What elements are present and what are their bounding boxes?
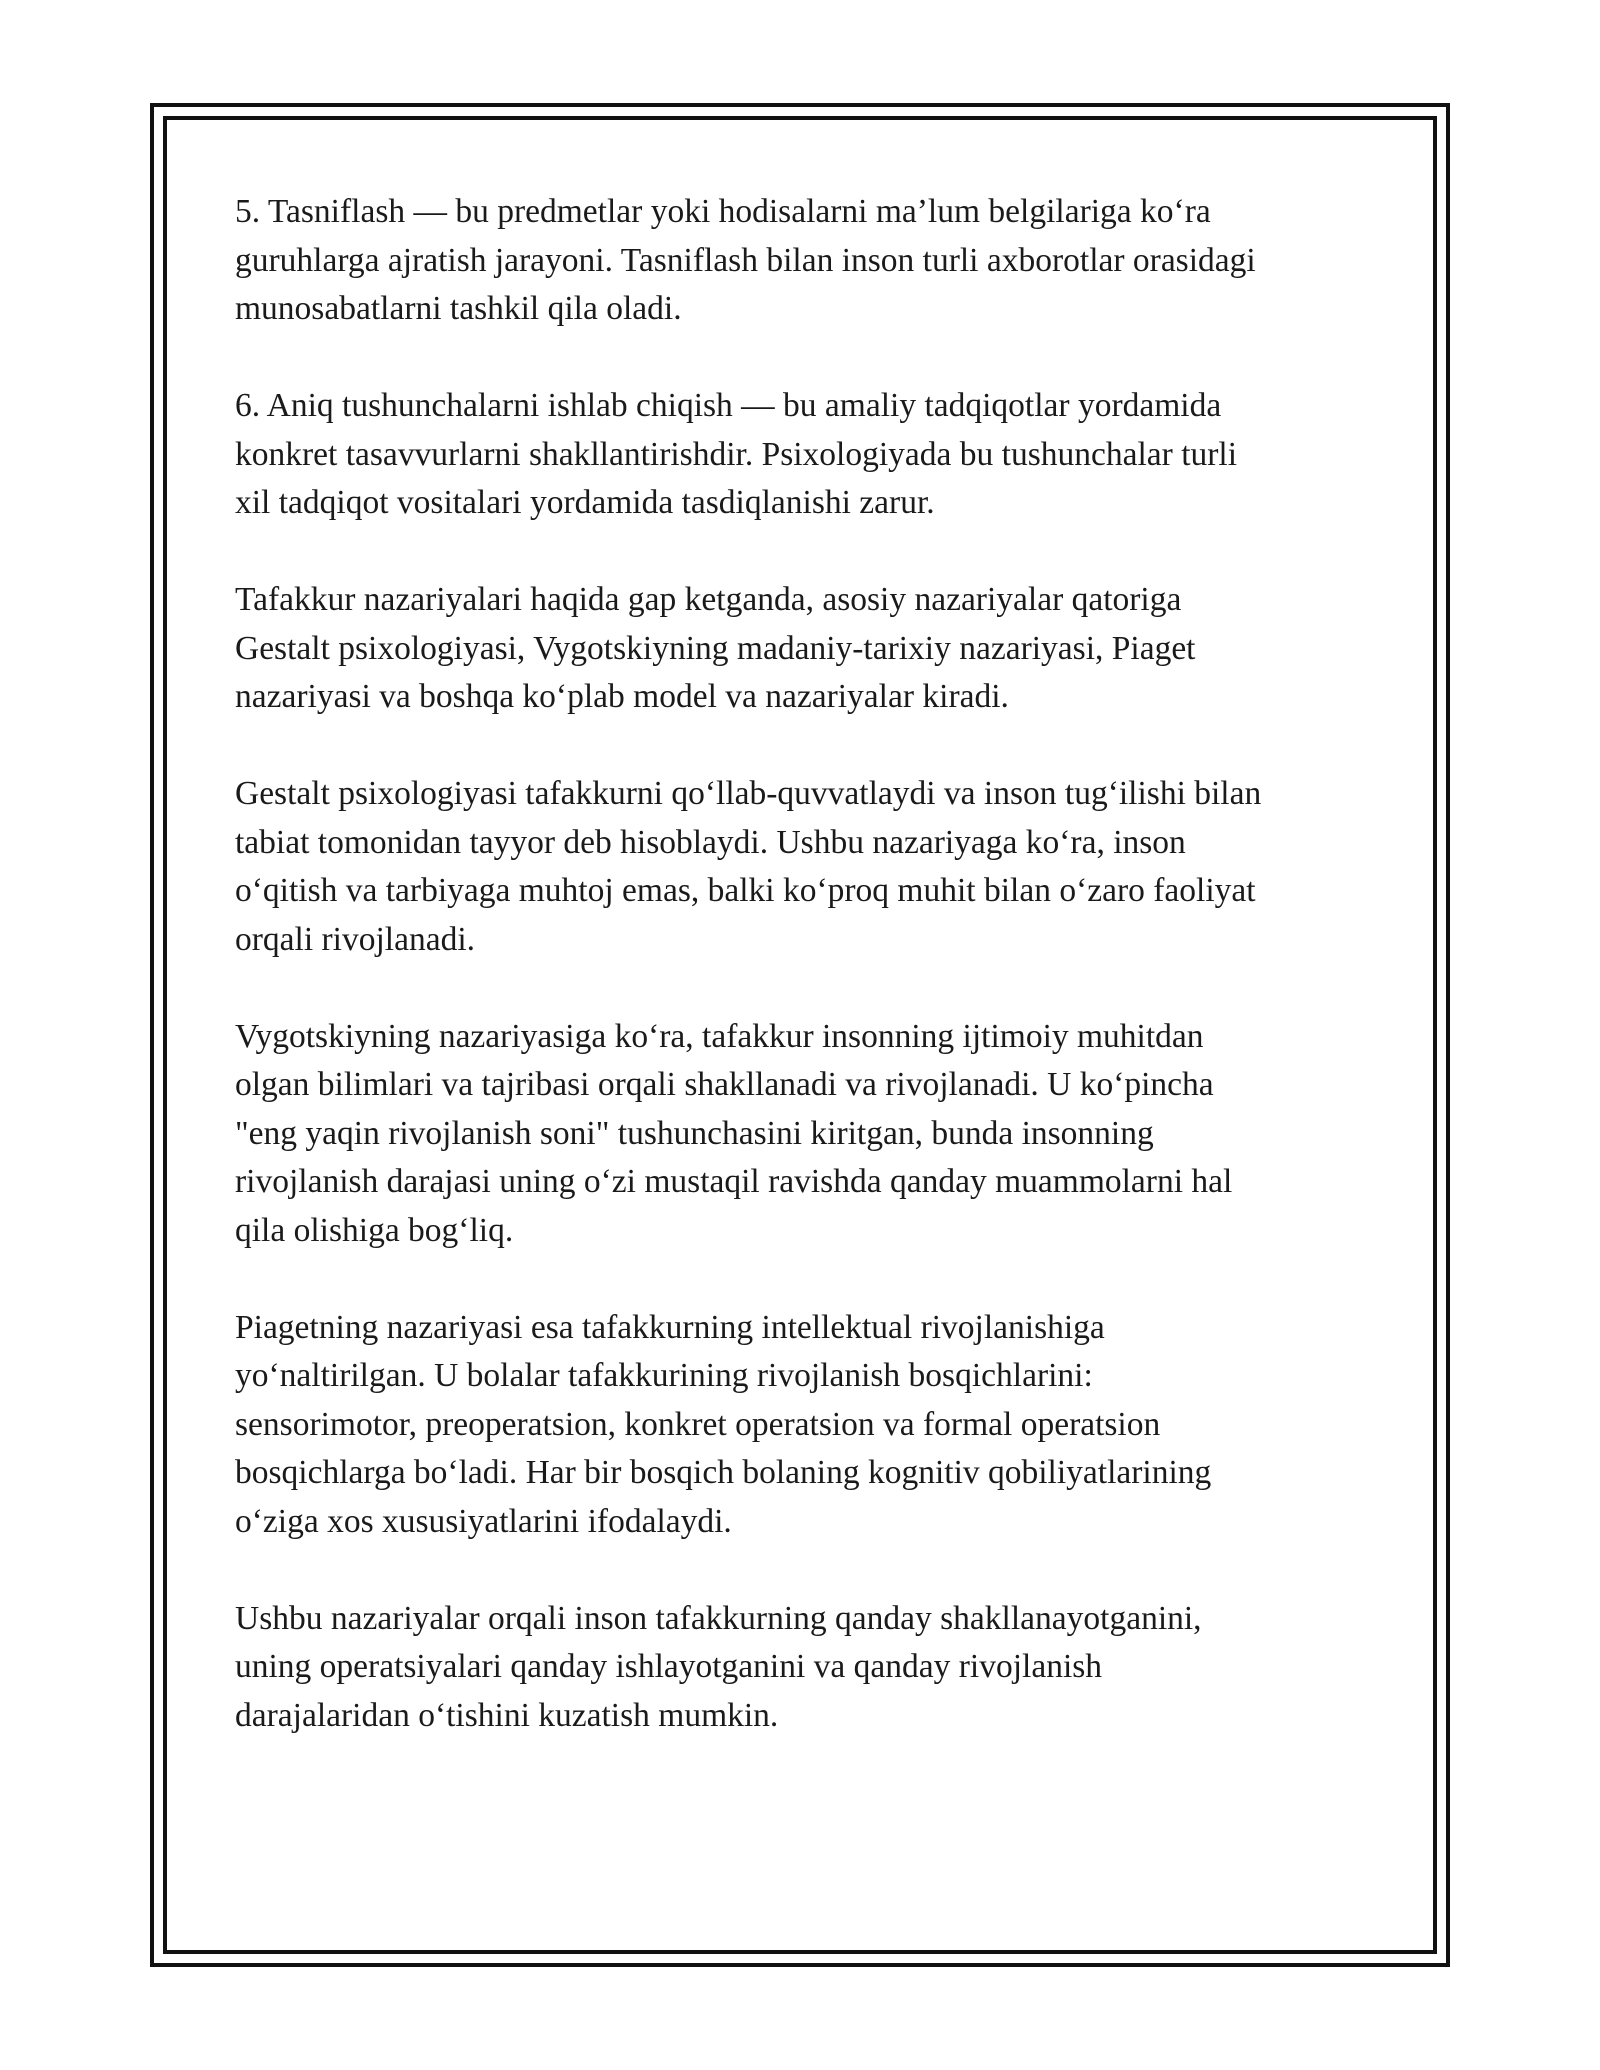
text-line: nazariyasi va boshqa koʻplab model va nazariyalar kiradi. — [235, 678, 1009, 715]
paragraph-gestalt — [235, 770, 1375, 964]
text-line: oʻziga xos xususiyatlarini ifodalaydi. — [235, 1502, 732, 1540]
text-line: darajalaridan oʻtishini kuzatish mumkin. — [235, 1696, 779, 1734]
text-line: Gestalt psixologiyasi, Vygotskiyning madaniy-tarixiy nazariyasi, Piaget — [235, 629, 1196, 667]
paragraph-classification — [235, 188, 1375, 334]
text-line: guruhlarga ajratish jarayoni. Tasniflash bilan inson turli axborotlar orasidagi — [235, 241, 1256, 279]
text-line: olgan bilimlari va tajribasi orqali shakllanadi va rivojlanadi. U koʻpincha — [235, 1066, 1214, 1103]
text-line: munosabatlarni tashkil qila oladi. — [235, 290, 682, 327]
text-line: Vygotskiyning nazariyasiga koʻra, tafakkur insonning ijtimoiy muhitdan — [235, 1017, 1204, 1055]
text-line: xil tadqiqot vositalari yordamida tasdiqlanishi zarur. — [235, 484, 935, 521]
paragraph-conclusion — [235, 1595, 1375, 1741]
paragraph-piaget — [235, 1304, 1375, 1547]
text-line: Ushbu nazariyalar orqali inson tafakkurning qanday shakllanayotganini, — [235, 1599, 1202, 1637]
text-line: uning operatsiyalari qanday ishlayotganini va qanday rivojlanish — [235, 1648, 1103, 1685]
text-line: Piagetning nazariyasi esa tafakkurning intellektual rivojlanishiga — [235, 1308, 1105, 1346]
text-line: tabiat tomonidan tayyor deb hisoblaydi. Ushbu nazariyaga koʻra, inson — [235, 823, 1186, 861]
text-line: oʻqitish va tarbiyaga muhtoj emas, balki koʻproq muhit bilan oʻzaro faoliyat — [235, 872, 1256, 909]
text-line: Gestalt psixologiyasi tafakkurni qoʻllab-quvvatlaydi va inson tugʻilishi bilan — [235, 775, 1262, 812]
text-line: 6. Aniq tushunchalarni ishlab chiqish — bu amaliy tadqiqotlar yordamida — [235, 387, 1222, 424]
text-line: konkret tasavvurlarni shakllantirishdir. Psixologiyada bu tushunchalar turli — [235, 435, 1238, 473]
text-line: yoʻnaltirilgan. U bolalar tafakkurining rivojlanish bosqichlarini: — [235, 1357, 1093, 1394]
text-line: 5. Tasniflash — bu predmetlar yoki hodisalarni ma’lum belgilariga koʻra — [235, 193, 1211, 230]
paragraph-vygotsky — [235, 1013, 1375, 1256]
text-line: sensorimotor, preoperatsion, konkret operatsion va formal operatsion — [235, 1405, 1161, 1443]
text-line: rivojlanish darajasi uning oʻzi mustaqil ravishda qanday muammolarni hal — [235, 1163, 1233, 1200]
paragraph-concepts — [235, 382, 1375, 528]
text-line: bosqichlarga boʻladi. Har bir bosqich bolaning kognitiv qobiliyatlarining — [235, 1454, 1212, 1491]
paragraph-theories-overview — [235, 576, 1375, 722]
document-body — [235, 188, 1375, 1789]
text-line: qila olishiga bogʻliq. — [235, 1211, 514, 1249]
text-line: "eng yaqin rivojlanish soni" tushunchasini kiritgan, bunda insonning — [235, 1114, 1154, 1152]
text-line: Tafakkur nazariyalari haqida gap ketganda, asosiy nazariyalar qatoriga — [235, 581, 1182, 618]
text-line: orqali rivojlanadi. — [235, 920, 476, 958]
